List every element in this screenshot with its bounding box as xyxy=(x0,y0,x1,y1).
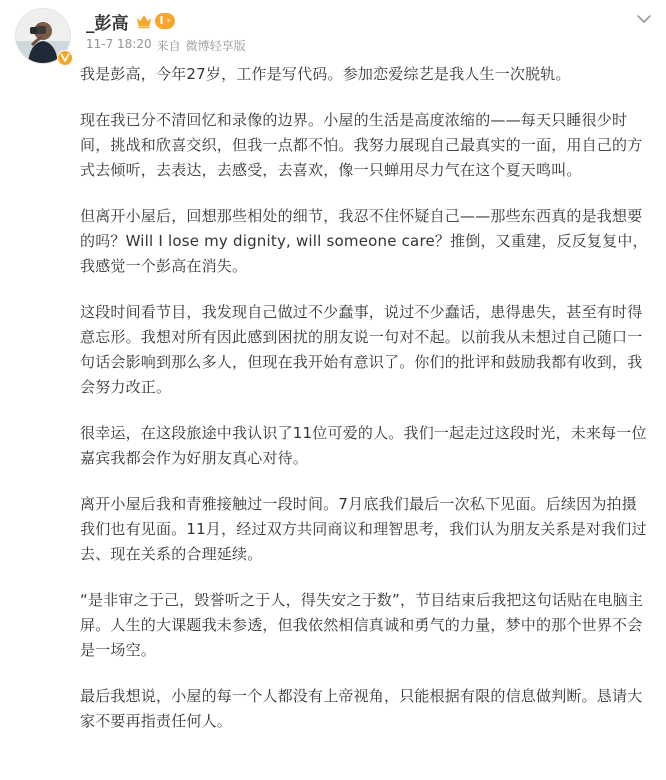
post-meta xyxy=(86,37,246,54)
chevron-down-icon[interactable] xyxy=(636,14,652,24)
level-badge-label: I xyxy=(159,14,164,27)
post-paragraph: 但离开小屋后，回想那些相处的细节，我忍不住怀疑自己——那些东西真的是我想要的吗？Will I lose my dignity, will someone care？推倒，又重建，反反复复中，我感觉一个彭高在消失。 xyxy=(80,207,648,275)
post-time[interactable]: 11-7 18:20 xyxy=(86,37,152,51)
level-badge[interactable] xyxy=(155,13,176,29)
verified-badge-icon xyxy=(57,50,73,66)
author-info xyxy=(86,10,175,32)
crown-icon[interactable] xyxy=(135,12,153,30)
chevron-right-icon: › xyxy=(166,16,171,26)
post-paragraph: 我是彭高，今年27岁，工作是写代码。参加恋爱综艺是我人生一次脱轨。 xyxy=(80,65,571,83)
post-paragraph: 现在我已分不清回忆和录像的边界。小屋的生活是高度浓缩的——每天只睡很少时间，挑战和欣喜交织，但我一点都不怕。我努力展现自己最真实的一面，用自己的方式去倾听，去表达，去感受，去喜欢，像一只蝉用尽力气在这个夏天鸣叫。 xyxy=(80,111,643,179)
author-name[interactable]: _彭高 xyxy=(86,13,129,34)
source-prefix: 来自 xyxy=(156,39,181,53)
author-avatar[interactable] xyxy=(15,8,71,64)
post-paragraph: 离开小屋后我和青雅接触过一段时间。7月底我们最后一次私下见面。后续因为拍摄我们也有见面。11月，经过双方共同商议和理智思考，我们认为朋友关系是对我们过去、现在关系的合理延续。 xyxy=(80,495,647,563)
post-paragraph: 最后我想说，小屋的每一个人都没有上帝视角，只能根据有限的信息做判断。恳请大家不要再指责任何人。 xyxy=(80,687,643,730)
post-source[interactable]: 微博轻享版 xyxy=(185,39,246,53)
post-paragraph: 很幸运，在这段旅途中我认识了11位可爱的人。我们一起走过这段时光，未来每一位嘉宾我都会作为好朋友真心对待。 xyxy=(80,424,647,467)
post-content xyxy=(80,62,652,755)
post-paragraph: “是非审之于己，毁誉听之于人，得失安之于数”，节目结束后我把这句话贴在电脑主屏。人生的大课题我未参透，但我依然相信真诚和勇气的力量，梦中的那个世界不会是一场空。 xyxy=(80,591,644,659)
post-paragraph: 这段时间看节目，我发现自己做过不少蠢事，说过不少蠢话，患得患失，甚至有时得意忘形。我想对所有因此感到困扰的朋友说一句对不起。以前我从未想过自己随口一句话会影响到那么多人，但现在我开始有意识了。你们的批评和鼓励我都有收到，我会努力改正。 xyxy=(80,303,643,396)
